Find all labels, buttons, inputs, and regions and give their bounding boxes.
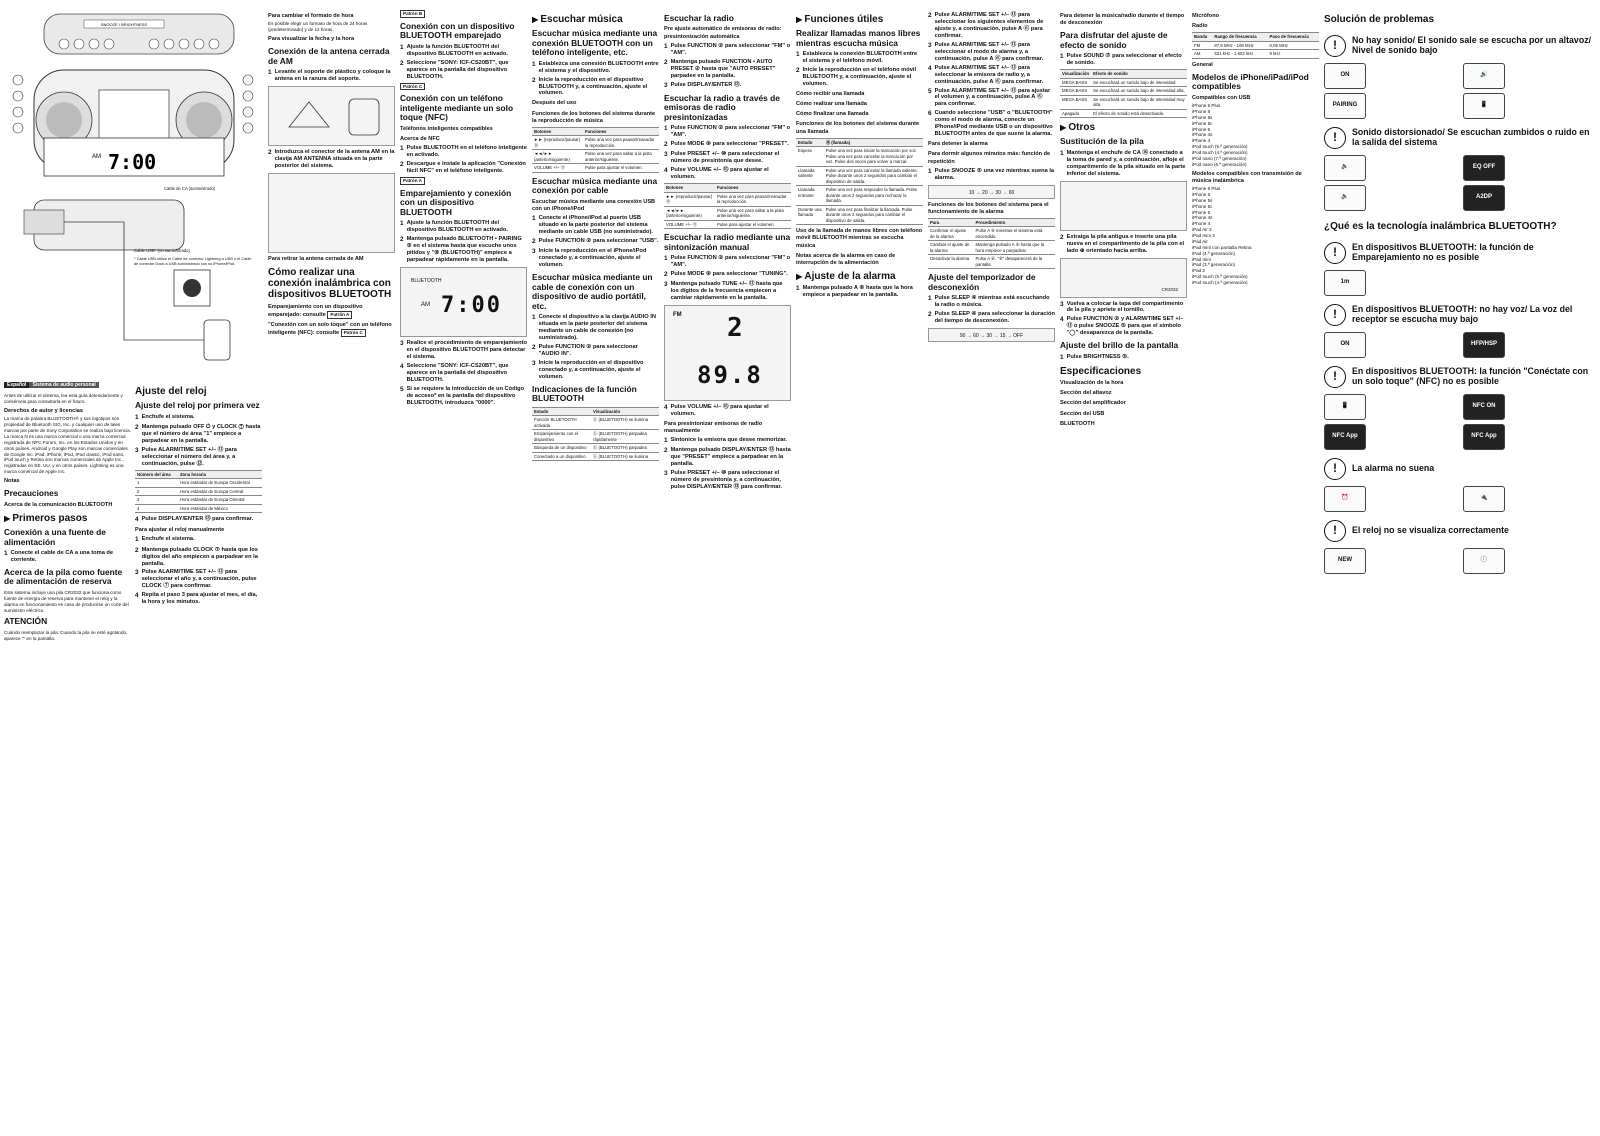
music-bt-title: Escuchar música mediante una conexión BLUETOOTH con un teléfono inteligente, etc. xyxy=(532,28,658,58)
mn-step-3: 3 Mantenga pulsado TUNE +/– ⑪ hasta que los dígitos de la frecuencia empiecen a cambiar rápidamente en la pantalla. xyxy=(664,281,783,302)
bt-pair-title: Emparejamiento con un dispositivo emparejado: consulte Patrón A xyxy=(268,303,363,318)
callout-usb-cable: Cable USB* (no suministrado) xyxy=(134,248,190,253)
backup-text: Este sistema incluye una pila CR2032 que funciona como fuente de energía de reserva para mantener el reloj y la alarma en funcionamiento en caso de producirse un corte del suministro eléctrico. xyxy=(4,589,129,613)
spec-usb: Sección del USB xyxy=(1060,410,1105,417)
warning-icon: ! xyxy=(1324,304,1346,326)
alarm-clock-icon: ⏰ xyxy=(1324,486,1366,512)
antenna-icon xyxy=(269,87,394,147)
general-title: General xyxy=(1192,61,1213,68)
tuning-display-illustration: FM 2 89.8 xyxy=(664,305,791,401)
so-step-1: 1 Pulse SOUND ⑦ para seleccionar el efecto de sonido. xyxy=(1060,53,1182,67)
alarm-power-notes-title: Notas acerca de la alarma en caso de interrupción de la alimentación xyxy=(796,252,896,266)
caution-title: ATENCIÓN xyxy=(4,616,48,627)
sl-step-2: 2 Pulse SLEEP ④ para seleccionar la duración del tiempo de desconexión. xyxy=(928,311,1055,325)
music-buttons-table: Botones Funciones ►► (reproducir/pausar) ⑭ Pulse una vez para pausar/reanudar la reproducción. ◄◄/►► (anterior/siguiente) Pulse una vez para saltar a la pista anterior/siguiente. VOLUME +/– ⑮ Pulse para ajustar el volumen. xyxy=(532,127,659,173)
b-step-2: 2 Seleccione "SONY: ICF-CS20BT", que aparece en la pantalla del dispositivo BLUETOOTH. xyxy=(400,59,509,80)
column-useful xyxy=(796,10,923,1128)
what-bluetooth-title: ¿Qué es la tecnología inalámbrica BLUETOOTH? xyxy=(1324,220,1557,232)
battery-title: Sustitución de la pila xyxy=(1060,136,1144,147)
nfc-app-icon: NFC App xyxy=(1324,424,1366,450)
m-step-2: 2 Inicie la reproducción en el dispositivo BLUETOOTH y, a continuación, ajuste el volumen. xyxy=(532,76,648,97)
m-step-1: 1 Establezca una conexión BLUETOOTH entre el sistema y el dispositivo. xyxy=(532,60,659,74)
troubleshooting-title: Solución de problemas xyxy=(1324,14,1435,25)
radio-spec-title: Radio xyxy=(1192,23,1208,30)
nfc-about-title: Acerca de NFC xyxy=(400,136,440,143)
sleep-cancel-title: Para detener la música/radio durante el tiempo de desconexión xyxy=(1060,13,1185,27)
l-step-1: 1 Pulse FUNCTION ② para seleccionar "FM" o "AM". xyxy=(664,125,791,139)
warning-icon: ! xyxy=(1324,458,1346,480)
cable-title: Escuchar música mediante una conexión por cable xyxy=(532,175,658,196)
alarm-handsfree-title: Uso de la llamada de manos libres con teléfono móvil BLUETOOTH mientras se escucha música xyxy=(796,228,923,249)
bat-step-3: 3 Vuelva a colocar la tapa del compartimento de la pila y apriete el tornillo. xyxy=(1060,300,1184,314)
column-radio xyxy=(664,10,791,1128)
after-use-title: Después del uso xyxy=(532,100,577,107)
spec-amp: Sección del amplificador xyxy=(1060,400,1126,407)
a-step-4: 4 Seleccione "SONY: ICF-CS20BT", que aparece en la pantalla del dispositivo BLUETOOTH. xyxy=(400,362,509,383)
alarm-buttons-table: Para Procedimiento Confirmar el ajuste de la alarma Pulse A ⑥ mientras el sistema está encendido. Cambiar el ajuste de la alarma Mantenga pulsado A ⑥ hasta que la hora empiece a parpadear. Desactivar la alarma Pulse A ⑥. "⑥" desaparecerá de la pantalla. xyxy=(928,218,1055,270)
volume-down-icon: 🔉 xyxy=(1324,155,1366,181)
manual-clock-title: Para ajustar el reloj manualmente xyxy=(135,527,225,534)
usb-title: Escuchar música mediante una conexión USB con un iPhone/iPod xyxy=(532,198,656,212)
hfp-hsp-icon: HFP/HSP xyxy=(1463,332,1505,358)
radio-buttons-table: Botones Funciones ►► (reproducir/pausar) ⑭ Pulse una vez para pausar/reanudar la reproducción. ◄◄/►► (anterior/siguiente) Pulse una vez para saltar a la pista anterior/siguiente. VOLUME +/– ⑮ Pulse para ajustar el volumen. xyxy=(664,183,791,229)
clock-fail-heading: ! El reloj no se visualiza correctamente xyxy=(1324,520,1596,542)
clock-display-icon: 🕖 xyxy=(1463,548,1505,574)
clock-step-2: 2 Mantenga pulsado OFF ⏻ y CLOCK ⑦ hasta que el número de área "1" empiece a parpadear en la pantalla. xyxy=(135,423,261,444)
first-steps-title: ▶ Primeros pasos xyxy=(4,513,131,524)
antenna-illustration xyxy=(268,86,395,146)
power-on-icon: ON xyxy=(1324,63,1366,89)
nfc-compat-title: Teléfonos inteligentes compatibles xyxy=(400,125,493,132)
column-others xyxy=(1060,10,1187,1128)
r-step-3: 3 Pulse DISPLAY/ENTER ⑬. xyxy=(664,81,742,89)
bat-step-1: 1 Mantenga el enchufe de CA ⑯ conectado a la toma de pared y, a continuación, afloje el compartimento de la pila situado en la parte inferior del sistema. xyxy=(1060,149,1186,177)
pair-fail-heading: ! En dispositivos BLUETOOTH: la función de Emparejamiento no es posible xyxy=(1324,242,1596,264)
pattern-c-label: Patrón C xyxy=(400,83,425,91)
pattern-a-label: Patrón A xyxy=(400,177,425,185)
snooze-sequence: 10 → 20 → 30 → 60 xyxy=(928,185,1055,199)
area-table: Número del área Zona horaria 1 Hora estándar de Europa Occidental 2 Hora estándar de Europa Central 3 Hora estándar de Europa Oriental 4 Hora estándar de México xyxy=(135,470,262,514)
spec-bluetooth: BLUETOOTH xyxy=(1060,420,1095,427)
specs-title: Especificaciones xyxy=(1060,365,1142,377)
alarm-title: ▶ Ajuste de la alarma xyxy=(796,271,923,282)
clock-step-3: 3 Pulse ALARM/TIME SET +/– ⑪ para seleccionar el número del área y, a continuación, pulse ⑫. xyxy=(135,446,237,467)
battery-illustration: CR2032 xyxy=(1060,258,1187,298)
auto-preset-title: Pre ajuste automático de emisoras de radio: presintonización automática xyxy=(664,26,782,40)
precautions-title: Precauciones xyxy=(4,488,59,499)
column-troubleshooting xyxy=(1324,10,1596,1128)
distance-icon: 1m xyxy=(1324,270,1366,296)
callout-usb-note: * Cable USB utilice el Cable de conector Lightning a USB o el Cable de conector Dock a USB suministrado con su iPhone/iPod. xyxy=(134,256,252,266)
new-battery-icon: NEW xyxy=(1324,548,1366,574)
sn-step-1: 1 Pulse SNOOZE ⑤ una vez mientras suena la alarma. xyxy=(928,167,1055,181)
notes-title: Notas xyxy=(4,478,20,485)
h-step-1: 1 Establezca la conexión BLUETOOTH entre el sistema y el teléfono móvil. xyxy=(796,51,918,65)
l-step-3: 3 Pulse PRESET +/– ⑩ para seleccionar el número de presintonía que desee. xyxy=(664,151,780,165)
a-step-1: 1 Ajuste la función BLUETOOTH del dispositivo BLUETOOTH en activado. xyxy=(400,220,508,234)
sound-effect-table: Visualización Efecto de sonido MEGA BASS Se escuchará un sonido bajo de intensidad. MEGA BASS Se escuchará un sonido bajo de intensidad alta. MEGA BASS Se escuchará un sonido bajo de intensidad muy alta. Apagado El efecto de sonido está desactivado. xyxy=(1060,69,1187,118)
pairing-illustration: BLUETOOTH 7:00 AM xyxy=(400,267,527,337)
bt-nfc-title: "Conexión con un solo toque" con un teléfono inteligente (NFC): consulte Patrón C xyxy=(268,321,392,336)
bt-indicators-table: Estado Visualización Función BLUETOOTH activada ⓑ (BLUETOOTH) se ilumina Emparejamiento con el dispositivo ⓑ (BLUETOOTH) parpadea rápidamente Búsqueda de un dispositivo ⓑ (BLUETOOTH) parpadea Conectado a un dispositivo ⓑ (BLUETOOTH) se ilumina xyxy=(532,407,659,462)
a-step-3: 3 Realice el procedimiento de emparejamiento en el dispositivo BLUETOOTH para detectar el sistema. xyxy=(400,340,527,361)
clock-section xyxy=(135,382,262,608)
bt-indicators-title: Indicaciones de la función BLUETOOTH xyxy=(532,383,637,404)
radio-title: Escuchar la radio xyxy=(664,13,734,23)
rights-text: La marca de palabra BLUETOOTH® y sus logotipos son propiedad de Bluetooth SIG, Inc. y cualquier uso de tales marcas por parte de Sony Corporation se realiza bajo licencia. La marca N es una marca comercial o una marca comercial registrada de NFC Forum, Inc. en los Estados Unidos y en otros países. Android y Google Play son marcas comerciales de Google Inc. iPad, iPhone, iPod, iPod classic, iPod nano, iPod touch y Retina son marcas comerciales de Apple Inc., registradas en EE. UU. y en otros países. Lightning es una marca comercial de Apple Inc. xyxy=(4,416,131,475)
mn-step-4: 4 Pulse VOLUME +/– ⑮ para ajustar el volumen. xyxy=(664,404,769,417)
spec-time: Visualización de la hora xyxy=(1060,380,1124,387)
sleep-sequence: 90 → 60 → 30 → 15 → OFF xyxy=(928,328,1055,342)
l-step-4: 4 Pulse VOLUME +/– ⑮ para ajustar el volumen. xyxy=(664,167,769,181)
sl-step-1: 1 Pulse SLEEP ④ mientras está escuchando la radio o música. xyxy=(928,295,1050,309)
a2dp-icon: A2DP xyxy=(1463,185,1505,211)
device-diagram-column xyxy=(4,10,262,1128)
mn-step-2: 2 Pulse MODE ⑨ para seleccionar "TUNING". xyxy=(664,270,788,278)
eq-off-icon: EQ OFF xyxy=(1463,155,1505,181)
speaker-icon: 🔈 xyxy=(1324,185,1366,211)
l-step-2: 2 Pulse MODE ⑨ para seleccionar "PRESET". xyxy=(664,141,789,149)
am-antenna-title: Conexión de la antena cerrada de AM xyxy=(268,46,390,66)
receive-call-title: Cómo recibir una llamada xyxy=(796,90,865,97)
warning-icon: ! xyxy=(1324,35,1346,57)
u-step-1: 1 Conecte el iPhone/iPod al puerto USB situado en la parte posterior del sistema mediante un cable USB (no suministrado). xyxy=(532,215,653,236)
sound-effect-title: Para disfrutar del ajuste de efecto de sonido xyxy=(1060,30,1168,50)
spec-speaker: Sección del altavoz xyxy=(1060,390,1112,397)
u-step-2: 2 Pulse FUNCTION ② para seleccionar "USB". xyxy=(532,238,659,246)
clock-first-title: Ajuste del reloj por primera vez xyxy=(135,400,260,411)
alarm-buttons-title: Funciones de los botones del sistema para el funcionamiento de la alarma xyxy=(928,201,1049,215)
manual-step-1: 1 Enchufe el sistema. xyxy=(135,536,195,544)
phone-icon: 📱 xyxy=(1324,394,1366,420)
manual-step-2: 2 Mantenga pulsado CLOCK ⑦ hasta que los dígitos del año empiecen a parpadear en la pantalla. xyxy=(135,546,258,567)
clock-title: Ajuste del reloj xyxy=(135,386,207,397)
memory-title: Para presintonizar emisoras de radio manualmente xyxy=(664,420,763,435)
alarm-fail-heading: ! La alarma no suena xyxy=(1324,458,1596,480)
pairing-icon: PAIRING xyxy=(1324,93,1366,119)
mem-step-2: 2 Mantenga pulsado DISPLAY/ENTER ⑬ hasta que "PRESET" empiece a parpadear en la pantalla. xyxy=(664,447,791,468)
distorted-heading: ! Sonido distorsionado/ Se escuchan zumbidos o ruido en la salida del sistema xyxy=(1324,127,1596,149)
p-step-2: 2 Pulse FUNCTION ② para seleccionar "AUDIO IN". xyxy=(532,343,638,357)
manual-step-4: 4 Repita el paso 3 para ajustar el mes, el día, la hora y los minutos. xyxy=(135,592,258,606)
al-step-2: 2 Pulse ALARM/TIME SET +/– ⑪ para seleccionar los siguientes elementos de ajuste y, a continuación, pulse A ⑥ para confirmar. xyxy=(928,12,1044,39)
pattern-b-title: Conexión con un dispositivo BLUETOOTH emparejado xyxy=(400,20,515,41)
caution-text: Cuándo reemplazar la pila: Cuando la pila se esté agotando, aparece "" en la pantalla. xyxy=(4,629,128,641)
no-sound-heading: ! No hay sonido/ El sonido sale se escucha por un altavoz/ Nivel de sonido bajo xyxy=(1324,35,1596,57)
warning-icon: ! xyxy=(1324,520,1346,542)
c-step-2: 2 Descargue e instale la aplicación "Conexión fácil NFC" en el teléfono inteligente. xyxy=(400,161,526,175)
am-remove-title: Para retirar la antena cerrada de AM xyxy=(268,255,364,262)
r-step-2: 2 Mantenga pulsado FUNCTION • AUTO PRESET ② hasta que "AUTO PRESET" parpadee en la pantalla. xyxy=(664,58,776,79)
mic-title: Micrófono xyxy=(1192,13,1220,19)
models-title: Modelos de iPhone/iPad/iPod compatibles xyxy=(1192,71,1309,92)
frequency-table: Banda Rango de frecuencia Paso de frecuencia FM 87,5 MHz - 108 MHz 0,05 MHz AM 531 kHz - 1.602 kHz 9 kHz xyxy=(1192,32,1319,59)
clock-step-1: 1 Enchufe el sistema. xyxy=(135,413,195,421)
backup-title: Acerca de la pila como fuente de alimentación de reserva xyxy=(4,566,123,587)
battery-cover-illustration xyxy=(1060,181,1187,231)
listen-preset-title: Escuchar la radio a través de emisoras de radio presintonizadas xyxy=(664,92,780,122)
bt-model-list: iPhone 6 Plus iPhone 6 iPhone 5s iPhone 5c iPhone 5 iPhone 4s iPhone 4 iPad Air 2 iPad mini 3 iPad Air iPad mini con pantalla Retina iPad (4.ª generación) iPad mini iPad (3.ª generación) iPad 2 iPod touch (5.ª generación) iPod touch (4.ª generación) xyxy=(1192,186,1252,286)
column-alarm xyxy=(928,10,1055,1128)
others-title: ▶ Otros xyxy=(1060,122,1187,133)
plug-icon: 🔌 xyxy=(1463,486,1505,512)
antenna-connect-illustration xyxy=(268,173,395,253)
power-on-icon: ON xyxy=(1324,332,1366,358)
pattern-a-title: Emparejamiento y conexión con un dispositivo BLUETOOTH xyxy=(400,187,512,217)
bt-compat-title: Modelos compatibles con transmisión de música inalámbrica xyxy=(1192,170,1302,184)
bat-step-2: 2 Extraiga la pila antigua e inserte una pila nueva en el compartimento de la pila con el lado ⊕ orientado hacia arriba. xyxy=(1060,233,1185,254)
br-step-1: 1 Pulse BRIGHTNESS ⑤. xyxy=(1060,353,1129,361)
intro-text: Antes de utilizar el sistema, lea esta guía detenidamente y consérvela para consultarla en el futuro. xyxy=(4,393,123,405)
usb-model-list: iPhone 6 Plus iPhone 6 iPhone 5s iPhone 5c iPhone 5 iPhone 4s iPhone 4 iPod touch (5.ª generación) iPod touch (4.ª generación) iPod nano (7.ª generación) iPod nano (6.ª generación) xyxy=(1192,103,1248,167)
al-step-3: 3 Pulse ALARM/TIME SET +/– ⑪ para seleccionar el modo de alarma y, a continuación, pulse A ⑥ para confirmar. xyxy=(928,41,1044,62)
manual-step-3: 3 Pulse ALARM/TIME SET +/– ⑪ para seleccionar el año y, a continuación, pulse CLOCK ⑦ para confirmar. xyxy=(135,569,257,590)
warning-icon: ! xyxy=(1324,127,1346,149)
column-specs xyxy=(1192,10,1319,1128)
device-display-time: 7:00 xyxy=(108,150,157,174)
date-title: Para visualizar la fecha y la hora xyxy=(268,35,355,42)
snooze-title: Para dormir algunos minutos más: función de repetición xyxy=(928,151,1051,165)
sleep-title: Ajuste del temporizador de desconexión xyxy=(928,272,1036,292)
warning-icon: ! xyxy=(1324,242,1346,264)
h-step-2: 2 Inicie la reproducción en el teléfono móvil BLUETOOTH y, a continuación, ajuste el volumen. xyxy=(796,67,917,87)
al-step-6: 6 Cuando seleccione "USB" o "BLUETOOTH" como el modo de alarma, conecte un iPhone/iPod mediante USB o un dispositivo BLUETOOTH antes de que suene la alarma. xyxy=(928,110,1053,138)
language-tab: Español xyxy=(4,382,29,388)
r-step-1: 1 Pulse FUNCTION ② para seleccionar "FM" o "AM". xyxy=(664,42,791,56)
u-step-3: 3 Inicie la reproducción en el iPhone/iPod conectado y, a continuación, ajuste el volumen. xyxy=(532,248,647,269)
device-front-illustration xyxy=(4,10,262,390)
end-call-title: Cómo finalizar una llamada xyxy=(796,111,869,118)
no-voice-heading: ! En dispositivos BLUETOOTH: no hay voz/ La voz del receptor se escucha muy bajo xyxy=(1324,304,1596,326)
music-buttons-title: Funciones de los botones del sistema durante la reproducción de música xyxy=(532,110,656,124)
am-step-2: 2 Introduzca el conector de la antena AM en la clavija AM ANTENNA situada en la parte posterior del sistema. xyxy=(268,148,395,169)
usb-compat-title: Compatibles con USB xyxy=(1192,94,1251,101)
useful-title: ▶ Funciones útiles xyxy=(796,14,923,25)
clock-step-4: 4 Pulse DISPLAY/ENTER ⑬ para confirmar. xyxy=(135,516,254,524)
bat-step-4: 4 Pulse FUNCTION ② y ALARM/TIME SET +/– ⑪ o pulse SNOOZE ⑤ para que el símbolo "◯" desaparezca de la pantalla. xyxy=(1060,316,1184,337)
intro-section xyxy=(4,382,131,644)
device-display-am: AM xyxy=(92,154,101,160)
al-step-1: 1 Mantenga pulsado A ⑥ hasta que la hora empiece a parpadear en la pantalla. xyxy=(796,285,913,299)
al-step-5: 5 Pulse ALARM/TIME SET +/– ⑪ para ajustar el volumen y, a continuación, pulse A ⑥ para confirmar. xyxy=(928,87,1051,108)
rights-title: Derechos de autor y licencias xyxy=(4,408,83,415)
column-bluetooth xyxy=(400,10,527,1128)
nfc-app-icon: NFC App xyxy=(1463,424,1505,450)
portable-title: Escuchar música mediante un cable de conexión con un dispositivo de audio portátil, etc. xyxy=(532,272,653,311)
precautions-sub: Acerca de la comunicación BLUETOOTH xyxy=(4,501,113,508)
a-step-2: 2 Mantenga pulsado BLUETOOTH • PAIRING ③ en el sistema hasta que escuche unos pitidos y "⑧ (BLUETOOTH)" empiece a parpadear rápidamente en la pantalla. xyxy=(400,236,522,264)
pattern-c-title: Conexión con un teléfono inteligente mediante un solo toque (NFC) xyxy=(400,93,514,123)
p-step-1: 1 Conecte el dispositivo a la clavija AUDIO IN situada en la parte posterior del sistema mediante un cable de conexión (no suministrado). xyxy=(532,314,656,341)
call-buttons-table: Estado ⑭ (llamada) Espera Pulse una vez para iniciar la marcación por voz. Pulse una vez para cancelar la marcación por voz. Pulse dos veces para volver a marcar. Llamada saliente Pulse una vez para cancelar la llamada saliente. Pulse durante unos 2 segundos para cambiar el dispositivo de salida. Llamada entrante Pulse una vez para responder la llamada. Pulse durante unos 2 segundos para rechazar la llamada. Durante una llamada Pulse una vez para finalizar la llamada. Pulse durante unos 2 segundos para cambiar el dispositivo de salida. xyxy=(796,138,923,226)
column-music xyxy=(532,10,659,1128)
b-step-1: 1 Ajuste la función BLUETOOTH del dispositivo BLUETOOTH en activado. xyxy=(400,43,508,57)
brightness-title: Ajuste del brillo de la pantalla xyxy=(1060,340,1179,351)
pattern-b-label: Patrón B xyxy=(400,10,425,18)
am-step-1: 1 Levante el soporte de plástico y coloque la antena en la ranura del soporte. xyxy=(268,69,391,82)
bt-connection-title: Cómo realizar una conexión inalámbrica con dispositivos BLUETOOTH xyxy=(268,266,392,301)
svg-text:SNOOZE / BRIGHTNESS: SNOOZE / BRIGHTNESS xyxy=(100,22,148,27)
volume-icon: 🔊 xyxy=(1463,63,1505,89)
make-call-title: Cómo realizar una llamada xyxy=(796,101,867,108)
format-title: Para cambiar el formato de hora xyxy=(268,13,354,19)
manual-tune-title: Escuchar la radio mediante una sintonización manual xyxy=(664,232,791,252)
a-step-5: 5 Si se requiere la introducción de un Código de acceso* en la pantalla del dispositivo BLUETOOTH, introduzca "0000". xyxy=(400,385,525,406)
music-title: ▶ Escuchar música xyxy=(532,14,659,25)
handsfree-title: Realizar llamadas manos libres mientras escucha música xyxy=(796,28,921,48)
power-title: Conexión a una fuente de alimentación xyxy=(4,527,106,547)
al-step-4: 4 Pulse ALARM/TIME SET +/– ⑪ para seleccionar la emisora de radio y, a continuación, pulse A ⑥ para confirmar. xyxy=(928,64,1044,85)
stop-alarm-title: Para detener la alarma xyxy=(928,141,988,148)
phone-icon: 📱 xyxy=(1463,93,1505,119)
call-buttons-title: Funciones de los botones del sistema durante una llamada xyxy=(796,121,920,135)
mem-step-1: 1 Sintonice la emisora que desee memorizar. xyxy=(664,437,787,445)
nfc-on-icon: NFC ON xyxy=(1463,394,1505,420)
language-title: Sistema de audio personal xyxy=(29,382,98,388)
mem-step-3: 3 Pulse PRESET +/– ⑩ para seleccionar el número de presintonía y, a continuación, pulse DISPLAY/ENTER ⑬ para confirmar. xyxy=(664,470,782,491)
callout-ac-cable: Cable de CA (suministrado) xyxy=(164,186,216,191)
format-text: Es posible elegir un formato de hora de 24 horas (predeterminado) y de 12 horas. xyxy=(268,21,368,33)
c-step-1: 1 Pulse BLUETOOTH en el teléfono inteligente en activado. xyxy=(400,145,527,159)
nfc-fail-heading: ! En dispositivos BLUETOOTH: la función "Conéctate con un solo toque" (NFC) no es posible xyxy=(1324,366,1596,388)
power-step-1: 1 Conecte el cable de CA a una toma de corriente. xyxy=(4,550,114,563)
p-step-3: 3 Inicie la reproducción en el dispositivo conectado y, a continuación, ajuste el volumen. xyxy=(532,359,644,380)
mn-step-1: 1 Pulse FUNCTION ② para seleccionar "FM" o "AM". xyxy=(664,255,791,269)
warning-icon: ! xyxy=(1324,366,1346,388)
column-antenna xyxy=(268,10,395,1128)
